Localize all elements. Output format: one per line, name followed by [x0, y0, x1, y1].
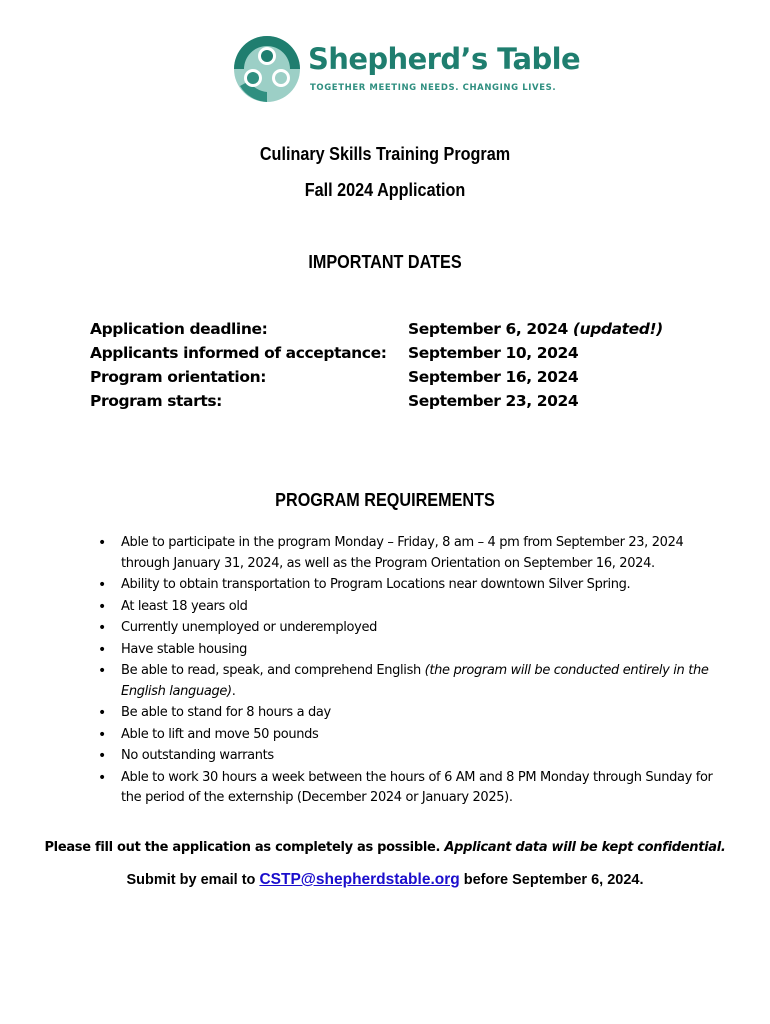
submit-suffix: before September 6, 2024. [459, 872, 644, 888]
confidential-note: Applicant data will be kept confidential. [444, 840, 726, 855]
brand-name: Shepherd’s Table [308, 42, 581, 76]
program-requirements-heading: PROGRAM REQUIREMENTS [275, 490, 495, 510]
date-label: Applicants informed of acceptance: [90, 344, 387, 362]
date-value-text: September 16, 2024 [408, 368, 579, 386]
list-item: • Able to lift and move 50 pounds [96, 725, 726, 746]
list-item: • Currently unemployed or underemployed [96, 618, 726, 639]
list-item [96, 661, 726, 702]
important-dates-heading: IMPORTANT DATES [308, 252, 462, 272]
requirements-list [96, 533, 726, 810]
program-title: Culinary Skills Training Program [259, 144, 511, 164]
requirement-italic-note: (the program will be conducted entirely in the English language) [121, 663, 709, 699]
submit-prefix: Submit by email to [126, 872, 260, 888]
completion-note [0, 840, 770, 855]
application-subtitle: Fall 2024 Application [304, 180, 466, 200]
submit-instructions [0, 871, 770, 889]
date-label: Program orientation: [90, 368, 267, 386]
date-value-text: September 23, 2024 [408, 392, 579, 410]
list-item: • Able to work 30 hours a week between the hours of 6 AM and 8 PM Monday through Sunday for the period of the externship (December 2024 or January 2025). [96, 768, 726, 809]
requirement-text: Be able to read, speak, and comprehend English [121, 663, 425, 678]
date-value-text: September 10, 2024 [408, 344, 579, 362]
date-label: Application deadline: [90, 320, 268, 338]
list-item: • Able to participate in the program Monday – Friday, 8 am – 4 pm from September 23, 2024 through January 31, 2024, as well as the Program Orientation on September 16, 2024. [96, 533, 726, 574]
date-value [408, 320, 663, 338]
list-item: • Have stable housing [96, 640, 726, 661]
three-people-circle-logo-icon [232, 34, 302, 104]
email-link[interactable]: CSTP@shepherdstable.org [259, 871, 460, 888]
brand-tagline: TOGETHER MEETING NEEDS. CHANGING LIVES. [310, 83, 557, 93]
list-item: • Be able to stand for 8 hours a day [96, 703, 726, 724]
date-label: Program starts: [90, 392, 222, 410]
updated-note: (updated!) [572, 320, 663, 338]
list-item: • No outstanding warrants [96, 746, 726, 767]
requirement-tail: . [231, 683, 236, 699]
brand-logo [232, 34, 581, 104]
date-value-text: September 6, 2024 [408, 320, 568, 338]
list-item: • Ability to obtain transportation to Program Locations near downtown Silver Spring. [96, 575, 726, 596]
completion-note-text: Please fill out the application as completely as possible. [44, 840, 445, 855]
list-item: • At least 18 years old [96, 597, 726, 618]
